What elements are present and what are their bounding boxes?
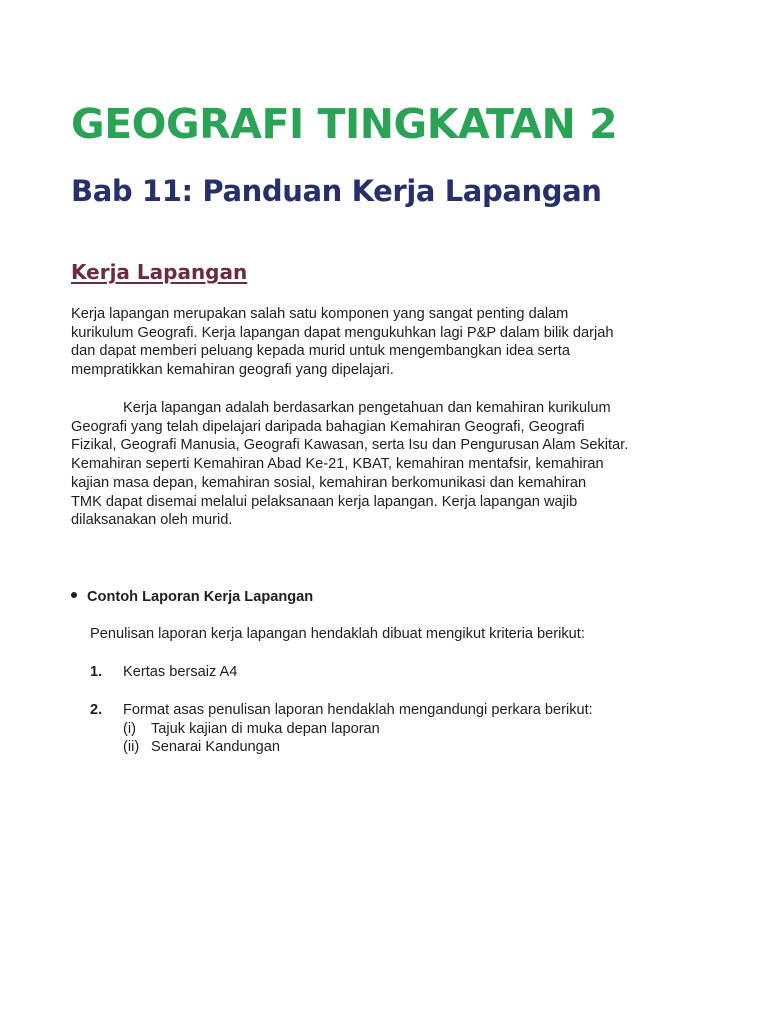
numbered-item	[90, 701, 593, 720]
criteria-intro: Penulisan laporan kerja lapangan hendaklah dibuat mengikut kriteria berikut:	[90, 626, 585, 642]
sub-item-text: Senarai Kandungan	[151, 739, 281, 755]
sub-list-item	[123, 720, 380, 739]
document-title: GEOGRAFI TINGKATAN 2	[71, 100, 618, 148]
bullet-dot-icon	[71, 592, 77, 598]
paragraph-details	[71, 399, 711, 530]
item-number: 2.	[90, 702, 103, 718]
paragraph-line: kajian masa depan, kemahiran sosial, kemahiran berkomunikasi dan kemahiran	[71, 474, 587, 491]
paragraph-line: Fizikal, Geografi Manusia, Geografi Kawasan, serta Isu dan Pengurusan Alam Sekitar.	[71, 437, 629, 454]
paragraph-intro	[71, 305, 711, 380]
sub-item-marker: (ii)	[123, 739, 140, 755]
bullet-label: Contoh Laporan Kerja Lapangan	[87, 589, 314, 605]
paragraph-line: Kerja lapangan adalah berdasarkan pengetahuan dan kemahiran kurikulum	[123, 400, 611, 416]
section-heading-kerja-lapangan: Kerja Lapangan	[71, 260, 248, 284]
numbered-item	[90, 663, 237, 682]
sub-item-marker: (i)	[123, 721, 136, 737]
paragraph-line: Kerja lapangan merupakan salah satu komponen yang sangat penting dalam	[71, 306, 569, 322]
paragraph-line: Kemahiran seperti Kemahiran Abad Ke-21, KBAT, kemahiran mentafsir, kemahiran	[71, 456, 604, 473]
item-text: Kertas bersaiz A4	[123, 664, 238, 680]
sub-list-item	[123, 738, 280, 757]
item-number: 1.	[90, 664, 103, 680]
paragraph-line: dan dapat memberi peluang kepada murid untuk mengembangkan idea serta	[71, 343, 570, 360]
paragraph-line: mempratikkan kemahiran geografi yang dipelajari.	[71, 362, 394, 379]
paragraph-line: kurikulum Geografi. Kerja lapangan dapat mengukuhkan lagi P&P dalam bilik darjah	[71, 324, 614, 341]
item-text: Format asas penulisan laporan hendaklah mengandungi perkara berikut:	[123, 702, 593, 718]
chapter-subtitle: Bab 11: Panduan Kerja Lapangan	[71, 174, 602, 208]
paragraph-line: dilaksanakan oleh murid.	[71, 512, 233, 529]
bullet-item-contoh-laporan	[71, 588, 313, 607]
paragraph-line: TMK dapat disemai melalui pelaksanaan kerja lapangan. Kerja lapangan wajib	[71, 493, 578, 510]
sub-item-text: Tajuk kajian di muka depan laporan	[151, 721, 380, 737]
paragraph-line: Geografi yang telah dipelajari daripada bahagian Kemahiran Geografi, Geografi	[71, 418, 585, 435]
